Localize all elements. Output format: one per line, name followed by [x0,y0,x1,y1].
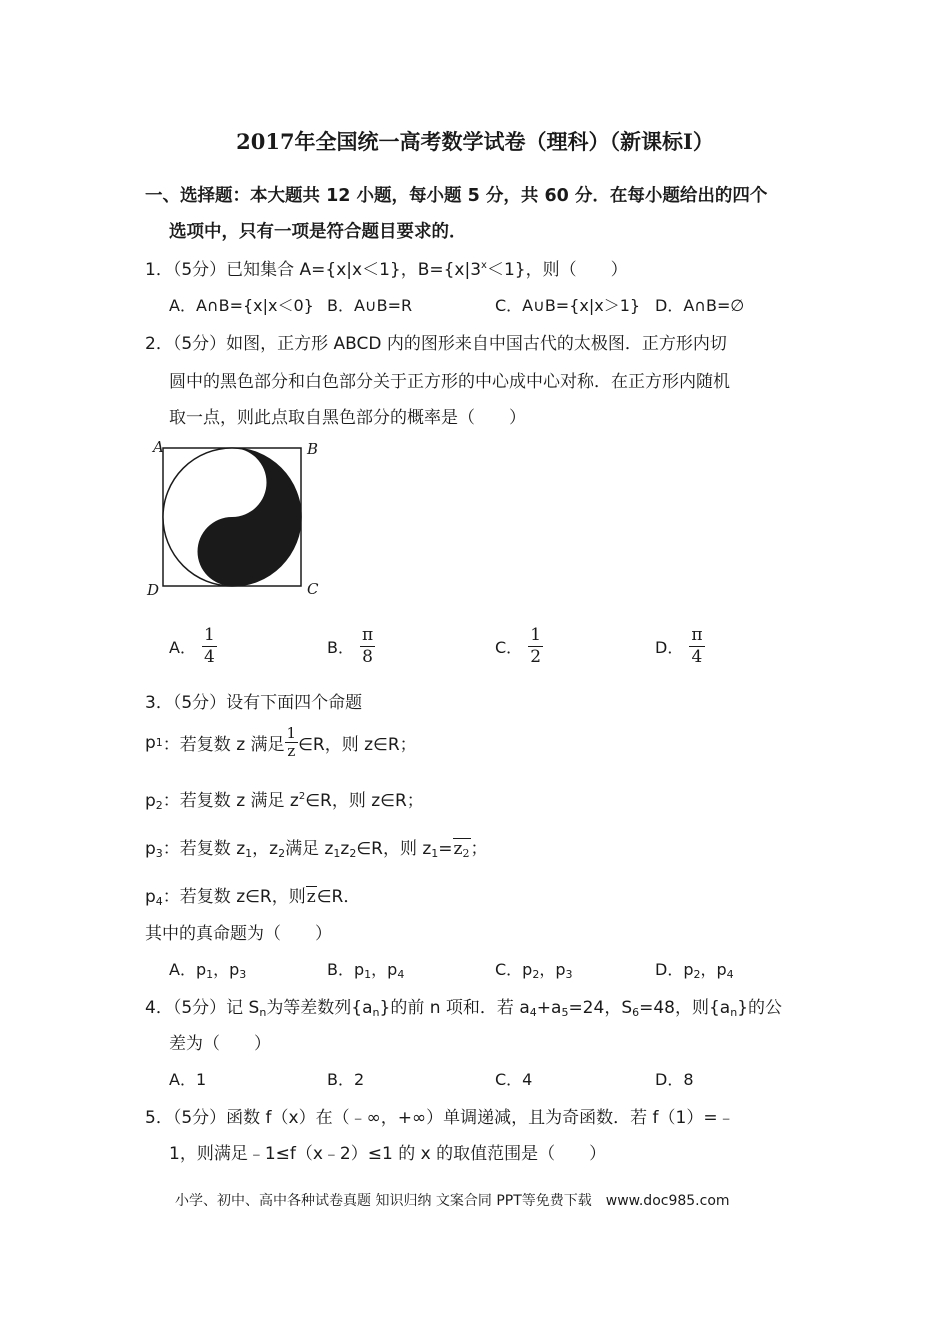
footer-download-link[interactable]: 小学、初中、高中各种试卷真题 知识归纳 文案合同 PPT等免费下载 www.doc985.com [175,1193,730,1209]
q4-stem-line2: 差为（ ） [169,1034,271,1054]
q3-option-c: C．p2，p3 [495,960,573,981]
q3-proposition-p2: p2：若复数 z 满足 $z^2\in R$，则 z∈R； [145,791,424,812]
vertex-label-d: D [147,581,160,599]
q2-option-a: A． $\frac{1}{4}$ [169,625,215,667]
q3-option-a: A．p1，p3 [169,960,247,981]
q1-option-c: C．A∪B={x|x＞1} [495,296,641,315]
q3-proposition-p1: p 1 ：若复数 z 满足 $\frac{1}{z}$ ∈R，则 z∈R； [145,724,417,760]
q3-proposition-p3: p3：若复数 z1，z2满足 z1z2∈R，则 z1=z2； [145,839,488,860]
q4-option-c: C．4 [495,1070,533,1089]
q1-option-b: B．A∪B=R [327,296,413,315]
section-heading-line1: 一、选择题：本大题共 12 小题，每小题 5 分，共 60 分．在每小题给出的四个 [145,186,768,206]
q4-option-a: A．1 [169,1070,207,1089]
q5-stem-line1: 5．（5分）函数 f（x）在（﹣∞，+∞）单调递减，且为奇函数．若 f（1）=﹣ [145,1108,735,1128]
q1-stem: 1．（5分）已知集合 A={x|x＜1}，$B=\{x|3^x<1\}$，则（ ） [145,260,628,280]
page-title: 2017年全国统一高考数学试卷（理科）（新课标I） [236,129,714,154]
q3-question: 其中的真命题为（ ） [145,924,332,944]
white-dot [226,476,239,489]
taiji-diagram [143,436,333,604]
q3-stem: 3．（5分）设有下面四个命题 [145,693,363,713]
q2-stem-line1: 2．（5分）如图，正方形 ABCD 内的图形来自中国古代的太极图．正方形内切 [145,334,727,354]
q1-option-a: A．A∩B={x|x＜0} [169,296,314,315]
q2-option-d: D． $\frac{\pi}{4}$ [655,625,703,667]
q2-stem-line2: 圆中的黑色部分和白色部分关于正方形的中心成中心对称．在正方形内随机 [169,372,730,392]
q4-option-d: D．8 [655,1070,694,1089]
taiji-figure [143,436,333,604]
q2-stem-line3: 取一点，则此点取自黑色部分的概率是（ ） [169,408,526,428]
q5-stem-line2: 1，则满足﹣1≤f（x﹣2）≤1 的 x 的取值范围是（ ） [169,1144,607,1164]
q3-option-d: D．p2，p4 [655,960,734,981]
vertex-label-c: C [307,580,319,598]
q2-option-b: B． $\frac{\pi}{8}$ [327,625,374,667]
q4-stem-line1: 4．（5分）记 Sn为等差数列{an}的前 n 项和．若 a4+a5=24，S6=48，则{an}的公 [145,998,783,1019]
section-heading-line2: 选项中，只有一项是符合题目要求的． [169,222,467,242]
black-dot [226,545,239,558]
q3-option-b: B．p1，p4 [327,960,405,981]
q4-option-b: B．2 [327,1070,365,1089]
vertex-label-a: A [153,438,164,456]
q1-option-d: D．A∩B=∅ [655,296,745,315]
q2-option-c: C． $\frac{1}{2}$ [495,625,542,667]
vertex-label-b: B [307,440,319,458]
q3-proposition-p4: p4：若复数 z∈R，则z∈R． [145,887,361,908]
